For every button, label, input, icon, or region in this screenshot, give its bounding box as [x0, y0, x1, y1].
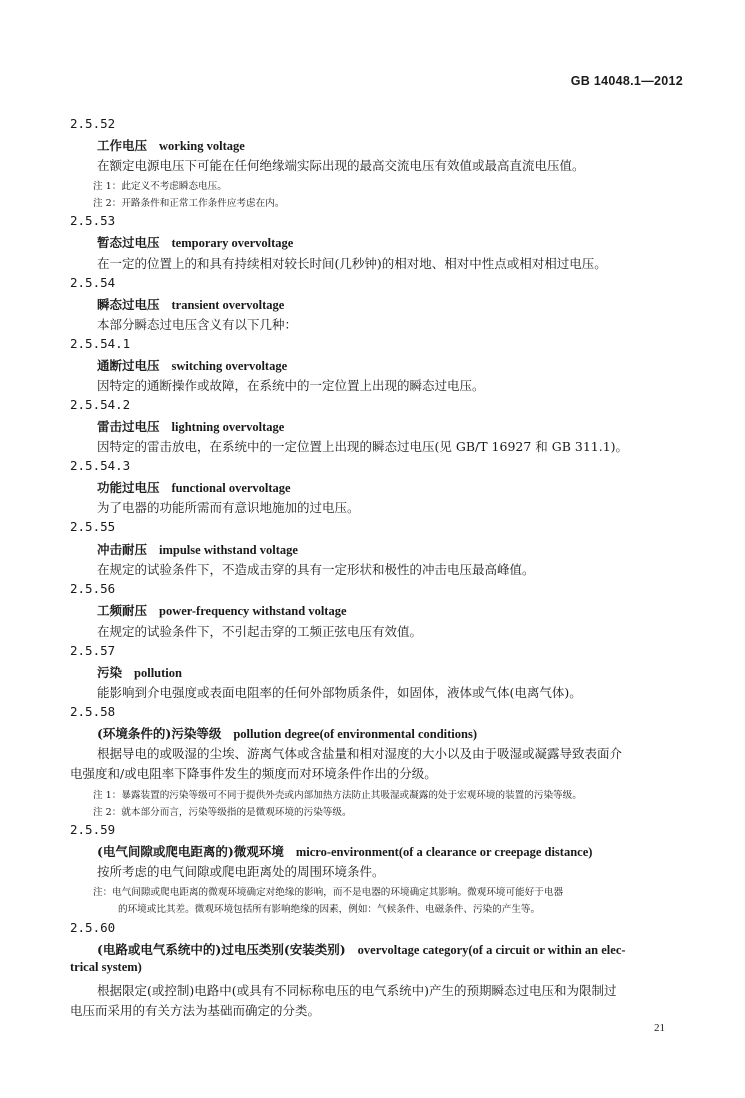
term-heading: [97, 233, 293, 251]
term-en: switching overvoltage: [171, 359, 288, 373]
term-zh: 污染: [97, 665, 123, 680]
definition: 能影响到介电强度或表面电阻率的任何外部物质条件，如固体，液体或气体(电离气体)。: [97, 685, 582, 700]
term-heading: [97, 601, 347, 619]
term-en: temporary overvoltage: [171, 236, 294, 250]
definition-continuation: 电强度和/或电阻率下降事件发生的频度而对环境条件作出的分级。: [70, 766, 437, 781]
term-zh: 暂态过电压: [97, 235, 160, 250]
term-en: impulse withstand voltage: [159, 543, 298, 557]
standard-code: GB 14048.1—2012: [570, 74, 683, 88]
clause-number: 2.5.53: [70, 213, 116, 228]
page-number: 21: [654, 1022, 665, 1034]
clause-number: 2.5.59: [70, 822, 116, 837]
term-heading: [97, 136, 245, 154]
term-zh: (电路或电气系统中的)过电压类别(安装类别): [97, 942, 346, 957]
term-heading: [97, 356, 287, 374]
term-en: pollution: [134, 666, 182, 680]
note: 注 2：就本部分而言，污染等级指的是微观环境的污染等级。: [93, 807, 352, 818]
term-en: transient overvoltage: [171, 298, 285, 312]
clause-number: 2.5.54.2: [70, 397, 131, 412]
term-zh: 工频耐压: [97, 603, 148, 618]
note-continuation: 的环境或比其差。微观环境包括所有影响绝缘的因素，例如：气候条件、电磁条件、污染的产生等。: [118, 904, 541, 915]
definition: 为了电器的功能所需而有意识地施加的过电压。: [97, 500, 360, 515]
term-zh: 通断过电压: [97, 358, 160, 373]
definition: 在规定的试验条件下，不造成击穿的具有一定形状和极性的冲击电压最高峰值。: [97, 562, 535, 577]
clause-number: 2.5.54: [70, 275, 116, 290]
note: 注 1：暴露装置的污染等级可不同于提供外壳或内部加热方法防止其吸湿或凝露的处于宏观环境的装置的污染等级。: [93, 790, 582, 801]
definition: 在一定的位置上的和具有持续相对较长时间(几秒钟)的相对地、相对中性点或相对相过电压。: [97, 256, 607, 271]
term-en: working voltage: [159, 139, 245, 153]
note: 注 1：此定义不考虑瞬态电压。: [93, 181, 227, 192]
term-heading: [97, 663, 182, 681]
term-zh: (电气间隙或爬电距离的)微观环境: [97, 844, 284, 859]
term-heading: [97, 842, 592, 860]
term-heading: [97, 540, 298, 558]
term-heading: [97, 295, 284, 313]
definition: 根据限定(或控制)电路中(或具有不同标称电压的电气系统中)产生的预期瞬态过电压和为限制过: [97, 983, 617, 998]
term-en: overvoltage category(of a circuit or within an elec-: [357, 943, 626, 957]
clause-number: 2.5.55: [70, 519, 116, 534]
definition: 因特定的通断操作或故障，在系统中的一定位置上出现的瞬态过电压。: [97, 378, 485, 393]
clause-number: 2.5.52: [70, 116, 116, 131]
clause-number: 2.5.58: [70, 704, 116, 719]
term-en: pollution degree(of environmental conditions): [233, 727, 477, 741]
term-heading: [97, 724, 477, 742]
clause-number: 2.5.54.3: [70, 458, 131, 473]
clause-number: 2.5.56: [70, 581, 116, 596]
term-en: power-frequency withstand voltage: [159, 604, 347, 618]
term-zh: (环境条件的)污染等级: [97, 726, 222, 741]
definition: 因特定的雷击放电，在系统中的一定位置上出现的瞬态过电压(见 GB/T 16927 和 GB 311.1)。: [97, 439, 629, 454]
term-en: lightning overvoltage: [171, 420, 285, 434]
term-heading: [97, 478, 291, 496]
term-heading: [97, 940, 626, 958]
term-en: micro-environment(of a clearance or creepage distance): [295, 845, 593, 859]
term-zh: 冲击耐压: [97, 542, 148, 557]
definition-continuation: 电压而采用的有关方法为基础而确定的分类。: [70, 1003, 321, 1018]
clause-number: 2.5.60: [70, 920, 116, 935]
term-zh: 雷击过电压: [97, 419, 160, 434]
note: 注：电气间隙或爬电距离的微观环境确定对绝缘的影响，而不是电器的环境确定其影响。微观环境可能好于电器: [93, 887, 564, 898]
note: 注 2：开路条件和正常工作条件应考虑在内。: [93, 198, 285, 209]
term-en-continuation: trical system): [70, 960, 142, 974]
term-zh: 工作电压: [97, 138, 148, 153]
term-heading: [97, 417, 284, 435]
clause-number: 2.5.57: [70, 643, 116, 658]
definition: 在规定的试验条件下，不引起击穿的工频正弦电压有效值。: [97, 624, 423, 639]
term-en: functional overvoltage: [171, 481, 291, 495]
clause-number: 2.5.54.1: [70, 336, 131, 351]
definition: 在额定电源电压下可能在任何绝缘端实际出现的最高交流电压有效值或最高直流电压值。: [97, 158, 585, 173]
definition: 本部分瞬态过电压含义有以下几种：: [97, 317, 298, 332]
definition: 根据导电的或吸湿的尘埃、游离气体或含盐量和相对湿度的大小以及由于吸湿或凝露导致表面介: [97, 746, 623, 761]
term-zh: 瞬态过电压: [97, 297, 160, 312]
definition: 按所考虑的电气间隙或爬电距离处的周围环境条件。: [97, 864, 385, 879]
term-zh: 功能过电压: [97, 480, 160, 495]
